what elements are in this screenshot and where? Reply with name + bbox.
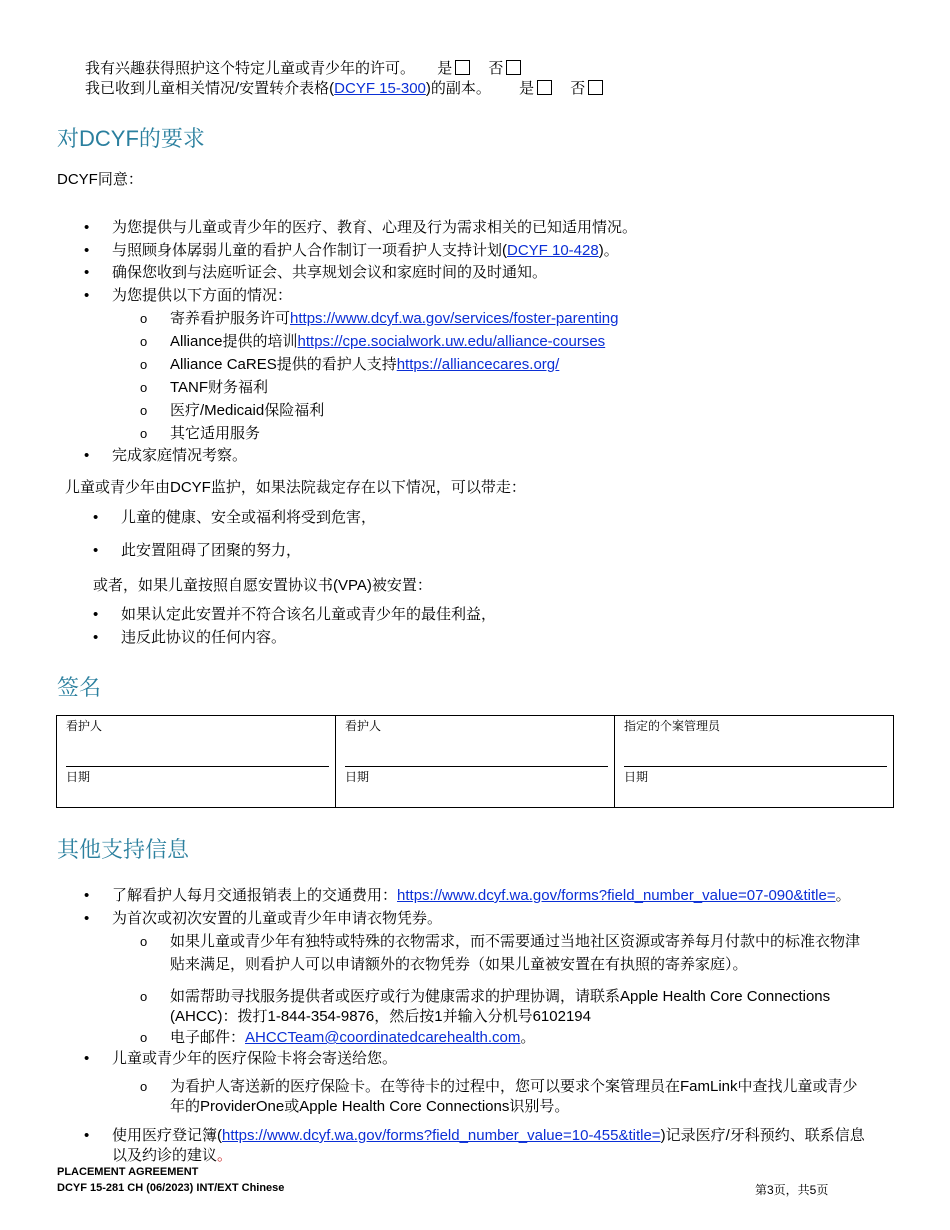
- removal-list: [93, 507, 376, 562]
- dcyf-10-428-link[interactable]: DCYF 10-428: [507, 241, 599, 259]
- vpa-list: [93, 604, 496, 649]
- list-item: • 为首次或初次安置的儿童或青少年申请衣物凭券。 o 如果儿童或青少年有独特或特殊的衣物需求，而不需要通过当地社区资源或寄养每月付款中的标准衣物津 贴来满足，则看护人可以申请额外的衣物凭券（如果儿童被安置在有执照的寄养家庭）。 o 如需帮助寻找服务提供者或医疗或行为健康需求的护理协调，请联系Apple Health Core Connections (AHCC)：拨打1-844-354-9876，然后按1并输入分机号6102194 o 电子邮件：AHCCTeam@coordinatedcarehealth.com。: [84, 908, 865, 1049]
- list-item: o 为看护人寄送新的医疗保险卡。在等待卡的过程中，您可以要求个案管理员在FamLink中查找儿童或青少 年的ProviderOne或Apple Health Core Connections识别号。: [140, 1077, 865, 1117]
- list-item: o 如果儿童或青少年有独特或特殊的衣物需求，而不需要通过当地社区资源或寄养每月付款中的标准衣物津 贴来满足，则看护人可以申请额外的衣物凭券（如果儿童被安置在有执照的寄养家庭）。: [140, 930, 865, 976]
- dcyf-15-300-link[interactable]: DCYF 15-300: [334, 80, 426, 97]
- list-item: • 此安置阻碍了团聚的努力，: [93, 540, 376, 563]
- list-item: o 电子邮件：AHCCTeam@coordinatedcarehealth.com。: [140, 1027, 865, 1048]
- no-checkbox[interactable]: [506, 60, 521, 75]
- list-item: • 使用医疗登记簿(https://www.dcyf.wa.gov/forms?field_number_value=10-455&title=)记录医疗/牙科预约、联系信息 以及约诊的建议。: [84, 1126, 865, 1166]
- list-item: • 儿童的健康、安全或福利将受到危害，: [93, 507, 376, 530]
- no-checkbox-2[interactable]: [588, 80, 603, 95]
- removal-intro: 儿童或青少年由DCYF监护，如果法院裁定存在以下情况，可以带走：: [65, 479, 526, 496]
- caregiver-2-label: 看护人: [345, 719, 382, 733]
- ahcc-email-link[interactable]: AHCCTeam@coordinatedcarehealth.com: [245, 1029, 521, 1046]
- caregiver-2-cell[interactable]: [336, 716, 615, 808]
- list-item: • 儿童或青少年的医疗保险卡将会寄送给您。 o 为看护人寄送新的医疗保险卡。在等待卡的过程中，您可以要求个案管理员在FamLink中查找儿童或青少 年的ProviderOne或Apple Health Core Connections识别号。: [84, 1048, 865, 1117]
- received-line: [85, 77, 603, 98]
- transport-form-link[interactable]: https://www.dcyf.wa.gov/forms?field_number_value=07-090&title=: [397, 887, 836, 904]
- list-item: o TANF财务福利: [140, 376, 637, 399]
- footer-form-code: DCYF 15-281 CH (06/2023) INT/EXT Chinese: [57, 1182, 285, 1194]
- case-manager-label: 指定的个案管理员: [624, 719, 721, 733]
- yes-label: 是: [437, 60, 453, 77]
- clothing-sublist: [140, 930, 865, 1048]
- date-label: 日期: [345, 770, 370, 784]
- interest-text: 我有兴趣获得照护这个特定儿童或青少年的许可。: [85, 60, 416, 77]
- date-label: 日期: [624, 770, 649, 784]
- support-heading: 其他支持信息: [57, 837, 190, 862]
- signature-table: [56, 715, 894, 808]
- signature-line: [345, 766, 608, 767]
- dcyf-requirements-heading: 对DCYF的要求: [57, 126, 205, 151]
- caregiver-1-cell[interactable]: [57, 716, 336, 808]
- list-item: • 确保您收到与法庭听证会、共享规划会议和家庭时间的及时通知。: [84, 262, 637, 285]
- medical-register-link[interactable]: https://www.dcyf.wa.gov/forms?field_number_value=10-455&title=: [222, 1127, 661, 1144]
- list-item: o 寄养看护服务许可https://www.dcyf.wa.gov/services/foster-parenting: [140, 307, 637, 330]
- footer-title: PLACEMENT AGREEMENT: [57, 1166, 199, 1178]
- signature-line: [624, 766, 887, 767]
- support-list: [84, 885, 865, 1166]
- interest-line: [85, 57, 521, 78]
- caregiver-1-label: 看护人: [66, 719, 103, 733]
- list-item: o 其它适用服务: [140, 422, 637, 445]
- case-manager-cell[interactable]: [615, 716, 894, 808]
- signature-line: [66, 766, 329, 767]
- yes-label-2: 是: [519, 80, 535, 97]
- dcyf-duties-list: [84, 217, 637, 468]
- list-item: • 为您提供与儿童或青少年的医疗、教育、心理及行为需求相关的已知适用情况。: [84, 217, 637, 240]
- yes-checkbox-2[interactable]: [537, 80, 552, 95]
- alliance-courses-link[interactable]: https://cpe.socialwork.uw.edu/alliance-courses: [297, 333, 606, 350]
- list-item: o Alliance提供的培训https://cpe.socialwork.uw.edu/alliance-courses: [140, 330, 637, 353]
- page-number: 第3页，共5页: [755, 1183, 829, 1197]
- date-label: 日期: [66, 770, 91, 784]
- received-text: 我已收到儿童相关情况/安置转介表格(: [85, 80, 335, 97]
- list-item: • 完成家庭情况考察。: [84, 445, 637, 468]
- foster-parenting-link[interactable]: https://www.dcyf.wa.gov/services/foster-parenting: [290, 310, 619, 327]
- no-label: 否: [488, 60, 504, 77]
- dcyf-intro: DCYF同意：: [57, 171, 143, 188]
- no-label-2: 否: [570, 80, 586, 97]
- info-sublist: [140, 307, 637, 445]
- signature-heading: 签名: [57, 675, 102, 700]
- list-item: • 违反此协议的任何内容。: [93, 627, 496, 650]
- list-item: • 与照顾身体孱弱儿童的看护人合作制订一项看护人支持计划(DCYF 10-428)。: [84, 240, 637, 263]
- list-item: • 如果认定此安置并不符合该名儿童或青少年的最佳利益，: [93, 604, 496, 627]
- alliancecares-link[interactable]: https://alliancecares.org/: [396, 356, 560, 373]
- list-item: • 为您提供以下方面的情况： o 寄养看护服务许可https://www.dcyf.wa.gov/services/foster-parenting o Alliance提供的培训https://cpe.socialwork.uw.edu/alliance-courses o Alliance CaRES提供的看护人支持https://alliancecares.org/ o TANF财务福利 o 医疗/Medicaid保险福利 o 其它适用服务: [84, 285, 637, 446]
- list-item: o 如需帮助寻找服务提供者或医疗或行为健康需求的护理协调，请联系Apple Health Core Connections (AHCC)：拨打1-844-354-9876，然后按1并输入分机号6102194: [140, 987, 865, 1027]
- list-item: o Alliance CaRES提供的看护人支持https://alliancecares.org/: [140, 353, 637, 376]
- list-item: • 了解看护人每月交通报销表上的交通费用：https://www.dcyf.wa.gov/forms?field_number_value=07-090&title=。: [84, 885, 865, 908]
- insurance-sublist: [140, 1077, 865, 1117]
- yes-checkbox[interactable]: [455, 60, 470, 75]
- vpa-intro: 或者，如果儿童按照自愿安置协议书(VPA)被安置：: [93, 577, 432, 594]
- received-text-end: )的副本。: [425, 80, 491, 97]
- list-item: o 医疗/Medicaid保险福利: [140, 399, 637, 422]
